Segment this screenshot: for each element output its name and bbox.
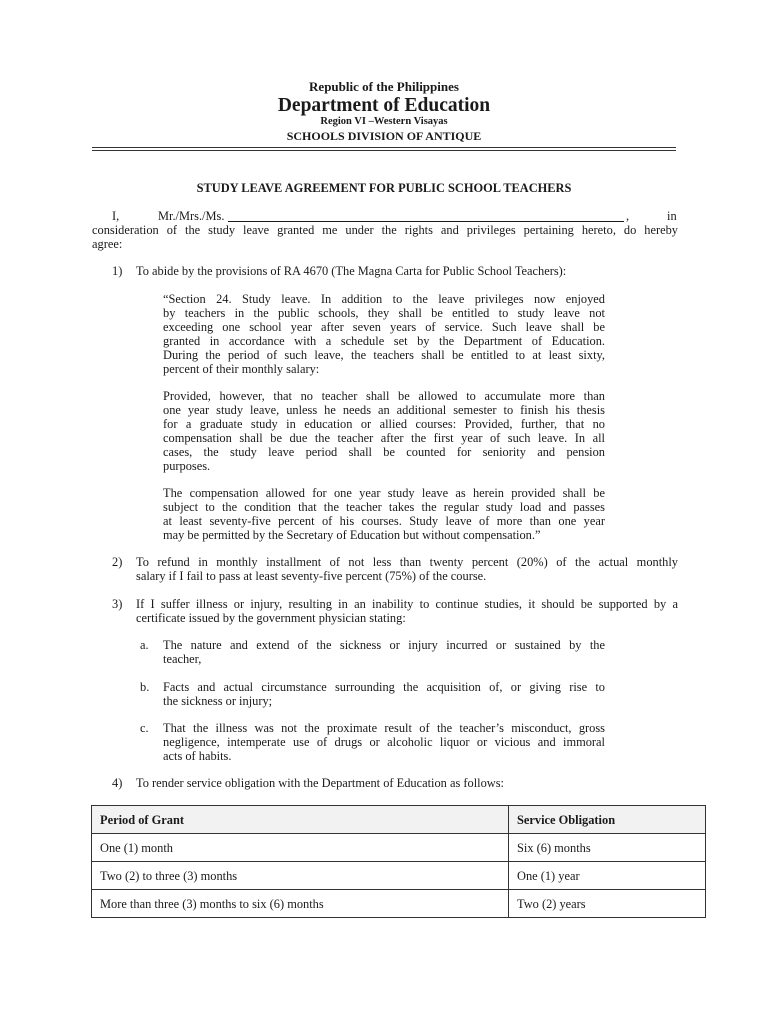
intro-pronoun: I,	[112, 209, 120, 223]
header-division: SCHOOLS DIVISION OF ANTIQUE	[286, 129, 482, 143]
quote-line: compensation shall be due the teacher after the first year of such leave. In all	[163, 431, 605, 445]
item-text: salary if I fail to pass at least seventy-five percent (75%) of the course.	[136, 569, 487, 583]
sub-item-text: the sickness or injury;	[163, 694, 273, 708]
sub-item-text: teacher,	[163, 652, 202, 666]
intro-line-2: consideration of the study leave granted me under the rights and privileges pertaining hereto, do hereby	[92, 223, 678, 237]
quote-line: purposes.	[163, 459, 211, 473]
sub-item-text: That the illness was not the proximate result of the teacher’s misconduct, gross	[163, 721, 605, 735]
quote-line: at least seventy-five percent of his courses. Study leave of more than one year	[163, 514, 605, 528]
name-blank-line[interactable]	[228, 210, 624, 222]
sub-item-letter: c.	[140, 721, 149, 735]
quote-line: “Section 24. Study leave. In addition to the leave privileges now enjoyed	[163, 292, 605, 306]
table-cell: One (1) year	[509, 862, 706, 890]
quote-line: Provided, however, that no teacher shall be allowed to accumulate more than	[163, 389, 605, 403]
sub-item-letter: a.	[140, 638, 149, 652]
table-cell: More than three (3) months to six (6) months	[92, 890, 509, 918]
intro-comma: ,	[626, 209, 630, 223]
table-cell: Two (2) to three (3) months	[92, 862, 509, 890]
item-number: 2)	[112, 555, 123, 569]
quote-line: cases, the study leave period shall be counted for seniority and pension	[163, 445, 605, 459]
document-title: STUDY LEAVE AGREEMENT FOR PUBLIC SCHOOL TEACHERS	[196, 181, 572, 195]
item-number: 1)	[112, 264, 123, 278]
item-text: To abide by the provisions of RA 4670 (The Magna Carta for Public School Teachers):	[136, 264, 567, 278]
sub-item-letter: b.	[140, 680, 150, 694]
item-text: To render service obligation with the Department of Education as follows:	[136, 776, 504, 790]
sub-item-text: Facts and actual circumstance surrounding the acquisition of, or giving rise to	[163, 680, 605, 694]
item-number: 3)	[112, 597, 123, 611]
quote-line: During the period of such leave, the teachers shall be entitled to at least sixty,	[163, 348, 605, 362]
item-text: If I suffer illness or injury, resulting in an inability to continue studies, it should be supported by a	[136, 597, 678, 611]
table-row	[92, 862, 706, 890]
header-republic: Republic of the Philippines	[309, 79, 459, 94]
table-row	[92, 890, 706, 918]
header-department: Department of Education	[277, 95, 491, 116]
item-text: certificate issued by the government physician stating:	[136, 611, 406, 625]
quote-line: exceeding one school year after seven years of service. Such leave shall be	[163, 320, 605, 334]
quote-line: The compensation allowed for one year study leave as herein provided shall be	[163, 486, 605, 500]
table-cell: Six (6) months	[509, 834, 706, 862]
quote-line: may be permitted by the Secretary of Education but without compensation.”	[163, 528, 541, 542]
quote-line: granted in accordance with a schedule set by the Department of Education.	[163, 334, 605, 348]
quote-line: one year study leave, unless he needs an additional semester to finish his thesis	[163, 403, 605, 417]
intro-in: in	[667, 209, 677, 223]
header-double-rule	[92, 147, 676, 151]
item-number: 4)	[112, 776, 123, 790]
quote-line: subject to the condition that the teacher takes the regular study load and passes	[163, 500, 605, 514]
table-row	[92, 834, 706, 862]
sub-item-text: negligence, intemperate use of drugs or alcoholic liquor or vicious and immoral	[163, 735, 605, 749]
service-obligation-table	[91, 805, 706, 918]
table-header-row	[92, 806, 706, 834]
table-header-cell: Service Obligation	[509, 806, 706, 834]
intro-line-3: agree:	[92, 237, 123, 251]
quote-line: by teachers in the public schools, they shall be entitled to study leave not	[163, 306, 605, 320]
sub-item-text: acts of habits.	[163, 749, 232, 763]
sub-item-text: The nature and extend of the sickness or injury incurred or sustained by the	[163, 638, 605, 652]
header-region: Region VI –Western Visayas	[320, 116, 448, 127]
table-cell: Two (2) years	[509, 890, 706, 918]
intro-salutation: Mr./Mrs./Ms.	[158, 209, 225, 223]
item-text: To refund in monthly installment of not less than twenty percent (20%) of the actual monthly	[136, 555, 678, 569]
quote-line: for a graduate study in education or allied courses: Provided, further, that no	[163, 417, 605, 431]
quote-line: percent of their monthly salary:	[163, 362, 320, 376]
table-cell: One (1) month	[92, 834, 509, 862]
table-header-cell: Period of Grant	[92, 806, 509, 834]
